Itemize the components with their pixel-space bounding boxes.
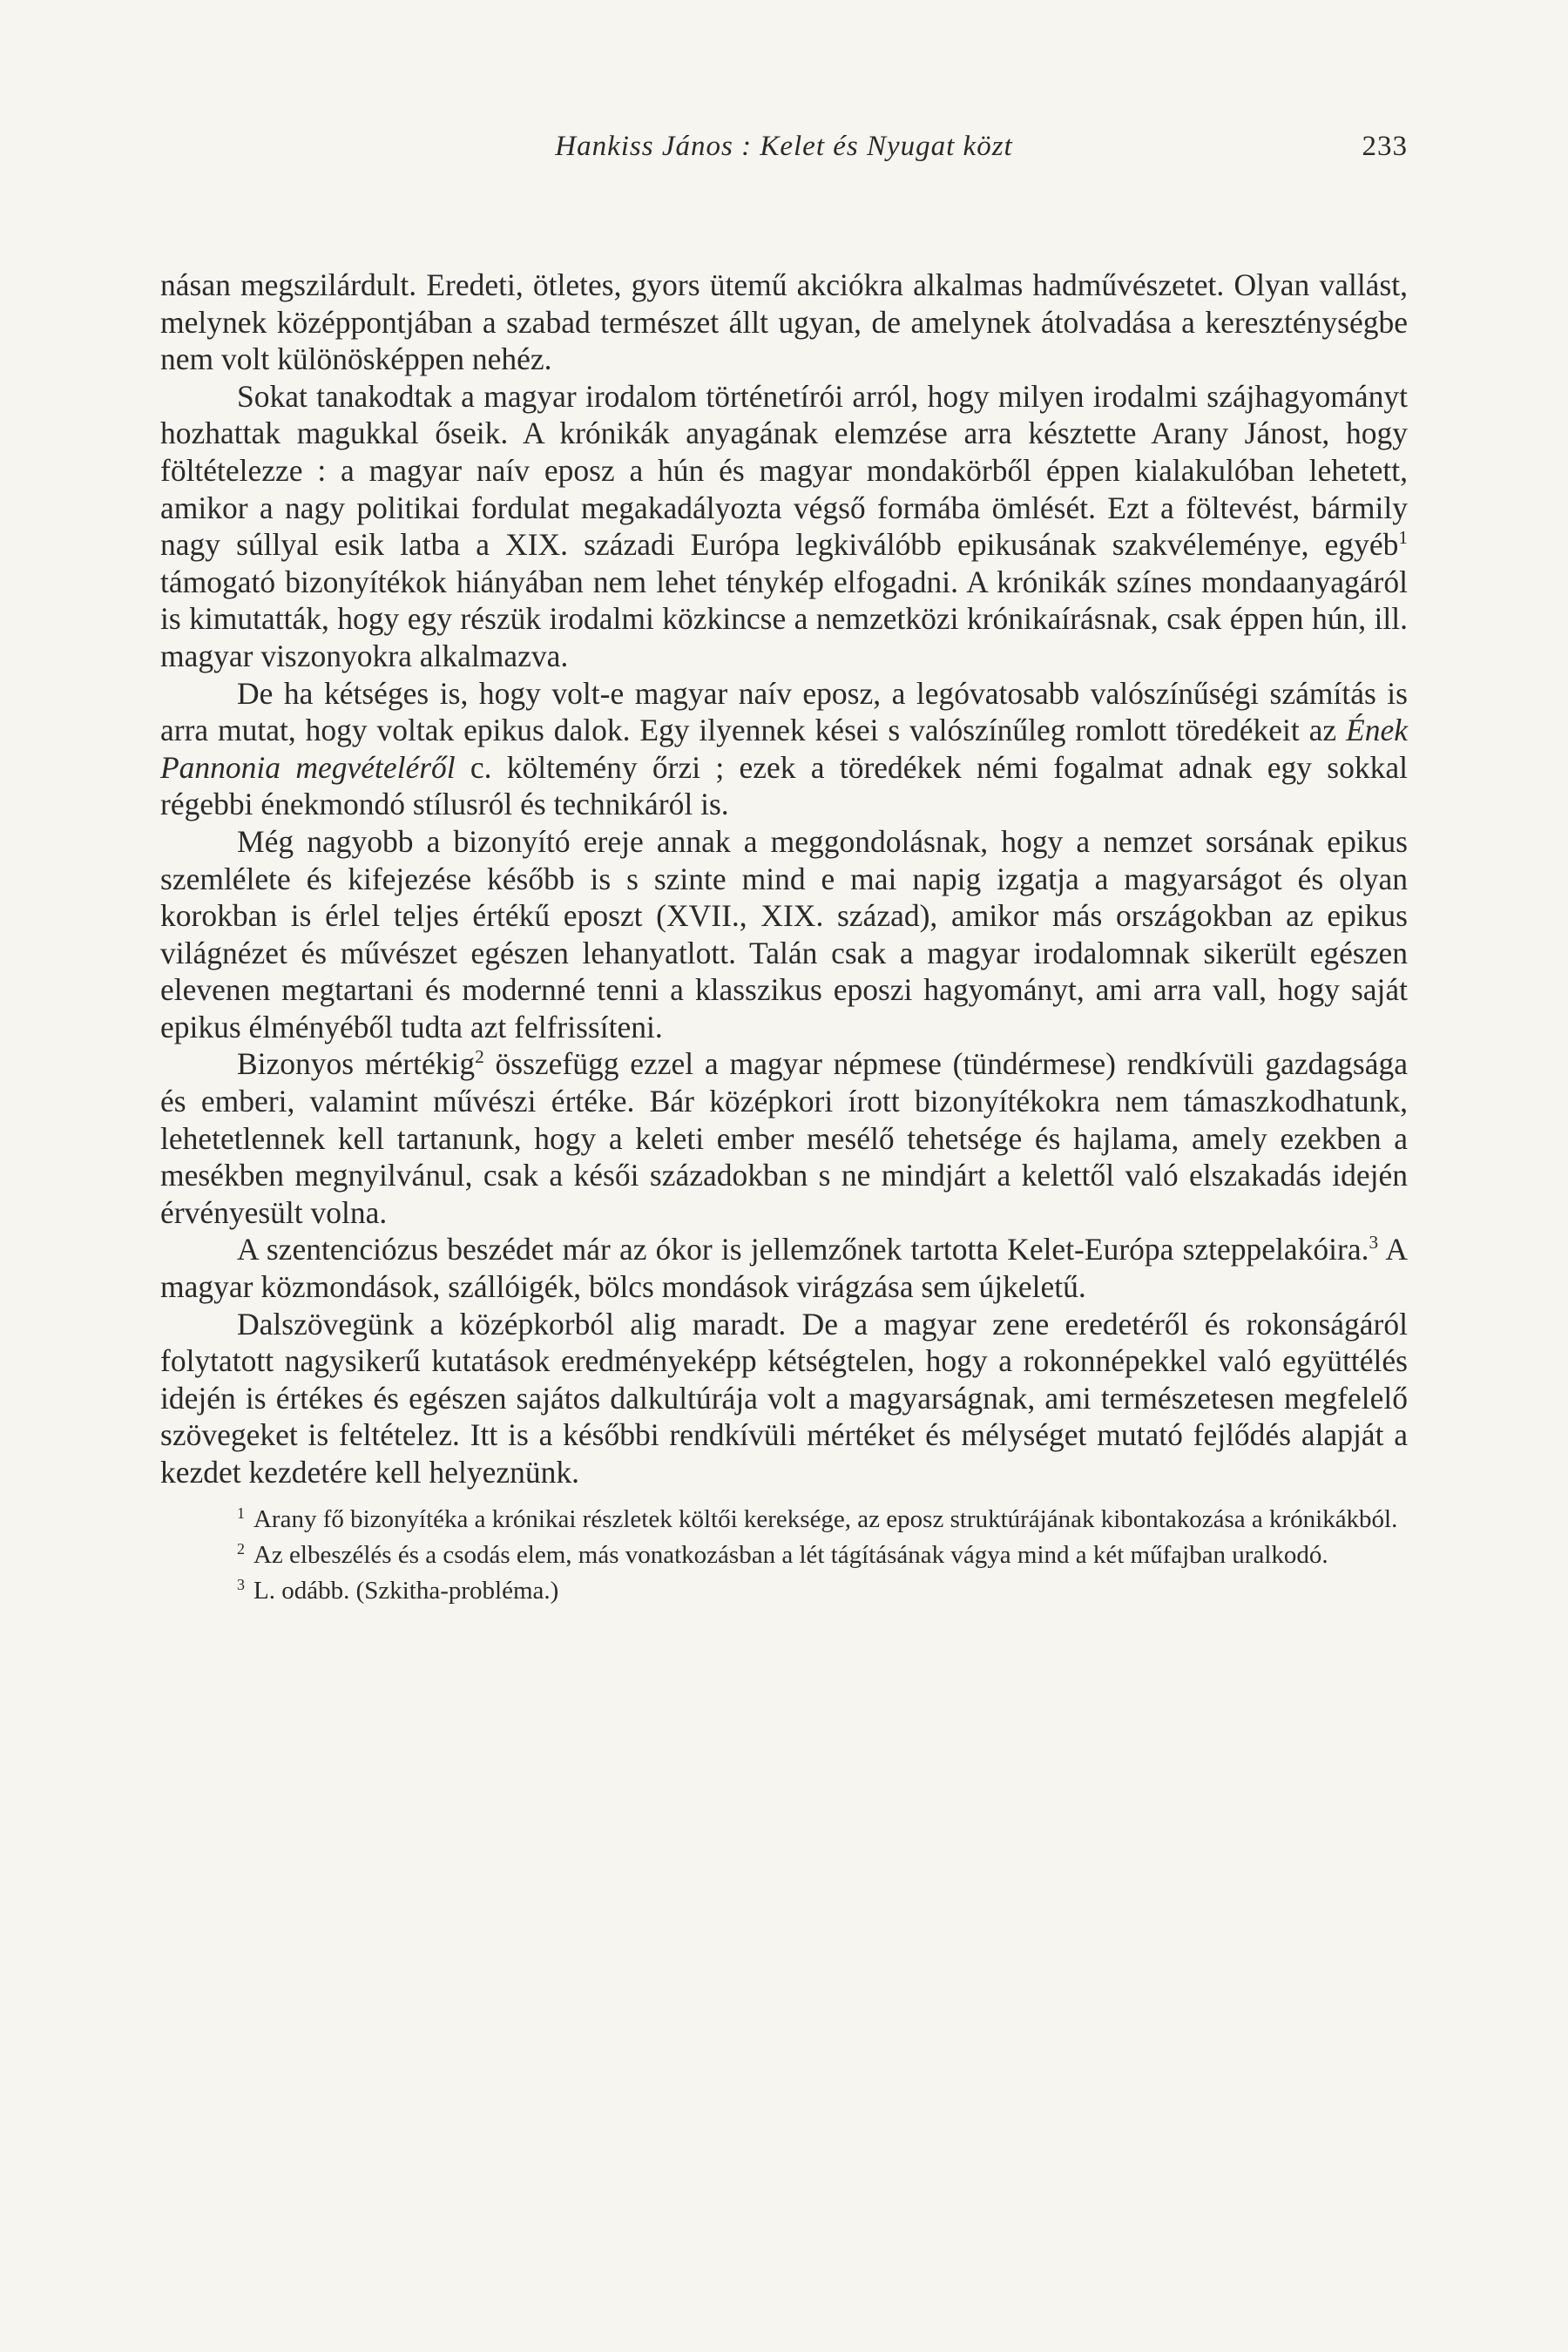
paragraph-text: A szentenciózus beszédet már az ókor is jellemzőnek tartotta Kelet-Európa szteppelakóira. (237, 1232, 1369, 1267)
paragraph-text: Bizonyos mértékig (237, 1046, 476, 1082)
body-text (160, 267, 1408, 1491)
paragraph (160, 1045, 1408, 1231)
paragraph: násan megszilárdult. Eredeti, ötletes, gyors ütemű akciókra alkalmas hadművészetet. Olyan vallást, melynek középpontjában a szabad természet állt ugyan, de amelynek átolvadása a kereszténységbe nem volt különösképpen nehéz. (160, 267, 1408, 377)
paragraph (160, 675, 1408, 823)
footnote-text: L. odább. (Szkitha-probléma.) (253, 1576, 559, 1605)
page-number: 233 (1362, 131, 1408, 162)
footnote-text: Az elbeszélés és a csodás elem, más vonatkozásban a lét tágításának vágya mind a két műfajban uralkodó. (253, 1540, 1328, 1569)
footnote-mark: 3 (237, 1575, 245, 1593)
paragraph-text: c. költemény őrzi ; ezek a töredékek némi fogalmat adnak egy sokkal régebbi énekmondó stílusról és technikáról is. (160, 749, 1408, 822)
paragraph-text: De ha kétséges is, hogy volt-e magyar naív eposz, a legóvatosabb valószínűségi számítás is arra mutat, hogy voltak epikus dalok. Egy ilyennek kései s valószínűleg romlott töredékeit az (160, 675, 1408, 748)
paragraph-text: támogató bizonyítékok hiányában nem lehet ténykép elfogadni. A krónikák színes mondaanyagáról is kimutatták, hogy egy részük irodalmi közkincse a nemzetközi krónikaírásnak, csak éppen hún, ill. magyar viszonyokra alkalmazva. (160, 564, 1408, 673)
paragraph (160, 378, 1408, 675)
paragraph-text: Sokat tanakodtak a magyar irodalom történetírói arról, hogy milyen irodalmi szájhagyományt hozhattak magukkal őseik. A krónikák anyagának elemzése arra késztette Arany Jánost, hogy föltételezze : a magyar naív eposz a hún és magyar mondakörből éppen kialakulóban lehetett, amikor a nagy politikai fordulat megakadályozta végső formába ömlését. Ezt a föltevést, bármily nagy súllyal esik latba a XIX. századi Európa legkiválóbb epikusának szakvéleménye, egyéb (160, 378, 1408, 563)
footnote (160, 1538, 1408, 1573)
paragraph: Még nagyobb a bizonyító ereje annak a meggondolásnak, hogy a nemzet sorsának epikus szemlélete és kifejezése később is s szinte mind e mai napig izgatja a magyarságot és olyan korokban is érlel teljes értékű eposzt (XVII., XIX. század), amikor más országokban az epikus világnézet és művészet egészen lehanyatlott. Talán csak a magyar irodalomnak sikerült egészen elevenen megtartani és modernné tenni a klasszikus eposzi hagyományt, ami arra vall, hogy saját epikus élményéből tudta azt felfrissíteni. (160, 823, 1408, 1044)
footnote-reference: 2 (475, 1046, 484, 1068)
footnote (160, 1502, 1408, 1538)
running-title: Hankiss János : Kelet és Nyugat közt (555, 131, 1013, 162)
paragraph-text: A magyar közmondások, szállóigék, bölcs mondások virágzása sem újkeletű. (160, 1232, 1408, 1305)
work-title: Ének Pannonia megvételéről (160, 713, 1408, 785)
paragraph: Dalszövegünk a középkorból alig maradt. De a magyar zene eredetéről és rokonságáról folytatott nagysikerű kutatások eredményeképp kétségtelen, hogy a rokonnépekkel való együttélés idején is értékes és egészen sajátos dalkultúrája volt a magyarságnak, ami természetesen megfelelő szövegeket is feltételez. Itt is a későbbi rendkívüli mértéket és mélységet mutató fejlődés alapját a kezdet kezdetére kell helyeznünk. (160, 1306, 1408, 1490)
paragraph-text: összefügg ezzel a magyar népmese (tündérmese) rendkívüli gazdagsága és emberi, valamint művészi értéke. Bár középkori írott bizonyítékokra nem támaszkodhatunk, lehetetlennek kell tartanunk, hogy a keleti ember mesélő tehetsége és hajlama, amely ezekben a mesékben megnyilvánul, csak a késői századokban s ne mindjárt a kelettől való elszakadás idején érvényesült volna. (160, 1046, 1408, 1230)
footnote-reference: 1 (1398, 527, 1408, 549)
footnotes (160, 1502, 1408, 1609)
page-header (160, 131, 1408, 179)
footnote-mark: 2 (237, 1539, 245, 1558)
footnote-mark: 1 (237, 1504, 245, 1522)
paragraph (160, 1231, 1408, 1305)
footnote-text: Arany fő bizonyítéka a krónikai részletek költői kereksége, az eposz struktúrájának kibontakozása a krónikákból. (253, 1504, 1398, 1533)
book-page (160, 131, 1408, 1609)
footnote-reference: 3 (1369, 1232, 1379, 1254)
footnote (160, 1573, 1408, 1609)
